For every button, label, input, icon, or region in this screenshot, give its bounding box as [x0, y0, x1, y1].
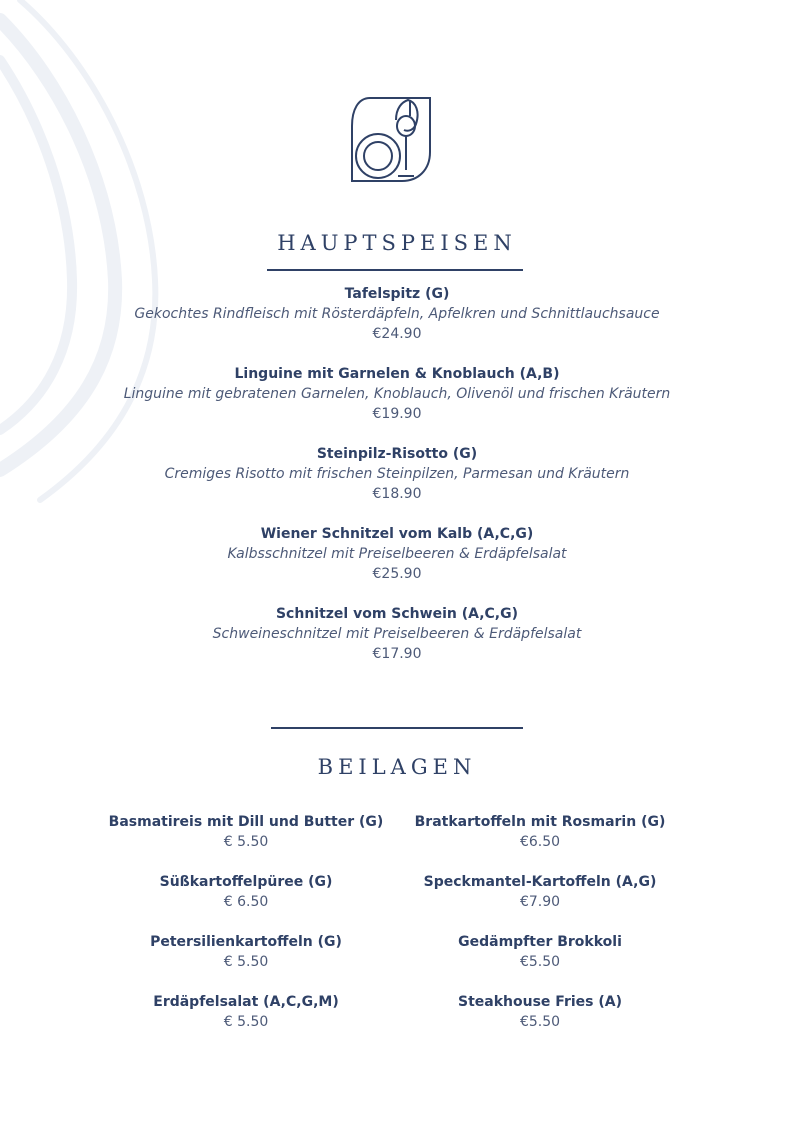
- dish-item: [0, 284, 794, 364]
- side-name: Bratkartoffeln mit Rosmarin (G): [414, 814, 666, 830]
- side-name: Gedämpfter Brokkoli: [458, 934, 622, 950]
- side-item: [96, 932, 396, 992]
- dish-description: Schweineschnitzel mit Preiselbeeren & Erdäpfelsalat: [212, 626, 582, 642]
- side-name: Steakhouse Fries (A): [458, 994, 622, 1010]
- side-item: [96, 872, 396, 932]
- main-dish-list: [0, 284, 794, 684]
- dish-item: [0, 524, 794, 604]
- dish-description: Gekochtes Rindfleisch mit Rösterdäpfeln, Apfelkren und Schnittlauchsauce: [134, 306, 660, 322]
- side-name: Süßkartoffelpüree (G): [159, 874, 333, 890]
- side-price: €7.90: [519, 894, 561, 910]
- dish-description: Kalbsschnitzel mit Preiselbeeren & Erdäpfelsalat: [227, 546, 567, 562]
- side-price: €5.50: [519, 1014, 561, 1030]
- hauptspeisen-divider: [267, 269, 523, 271]
- hauptspeisen-title: HAUPTSPEISEN: [277, 231, 517, 255]
- dish-item: [0, 364, 794, 444]
- side-price: € 5.50: [223, 954, 269, 970]
- side-price: €5.50: [519, 954, 561, 970]
- side-item: [390, 992, 690, 1052]
- side-price: € 6.50: [223, 894, 269, 910]
- side-name: Petersilienkartoffeln (G): [150, 934, 342, 950]
- dish-item: [0, 444, 794, 524]
- side-name: Speckmantel-Kartoffeln (A,G): [423, 874, 657, 890]
- beilagen-title: BEILAGEN: [317, 755, 477, 779]
- side-item: [390, 932, 690, 992]
- dish-description: Linguine mit gebratenen Garnelen, Knoblauch, Olivenöl und frischen Kräutern: [123, 386, 671, 402]
- dish-price: €18.90: [372, 486, 422, 502]
- plate-and-wine-glass-logo: [346, 94, 436, 186]
- side-dishes-left-column: [96, 812, 396, 1052]
- side-price: € 5.50: [223, 834, 269, 850]
- dish-price: €24.90: [372, 326, 422, 342]
- dish-description: Cremiges Risotto mit frischen Steinpilzen, Parmesan und Kräutern: [164, 466, 630, 482]
- dish-price: €25.90: [372, 566, 422, 582]
- side-item: [390, 812, 690, 872]
- dish-name: Schnitzel vom Schwein (A,C,G): [275, 606, 519, 622]
- dish-price: €17.90: [372, 646, 422, 662]
- side-name: Basmatireis mit Dill und Butter (G): [108, 814, 384, 830]
- dish-name: Tafelspitz (G): [344, 286, 450, 302]
- dish-name: Linguine mit Garnelen & Knoblauch (A,B): [234, 366, 560, 382]
- side-item: [96, 812, 396, 872]
- dish-name: Wiener Schnitzel vom Kalb (A,C,G): [260, 526, 534, 542]
- side-dishes-right-column: [390, 812, 690, 1052]
- side-price: €6.50: [519, 834, 561, 850]
- side-item: [96, 992, 396, 1052]
- side-price: € 5.50: [223, 1014, 269, 1030]
- beilagen-divider: [271, 727, 523, 729]
- dish-price: €19.90: [372, 406, 422, 422]
- dish-name: Steinpilz-Risotto (G): [316, 446, 478, 462]
- dish-item: [0, 604, 794, 684]
- side-item: [390, 872, 690, 932]
- side-name: Erdäpfelsalat (A,C,G,M): [153, 994, 339, 1010]
